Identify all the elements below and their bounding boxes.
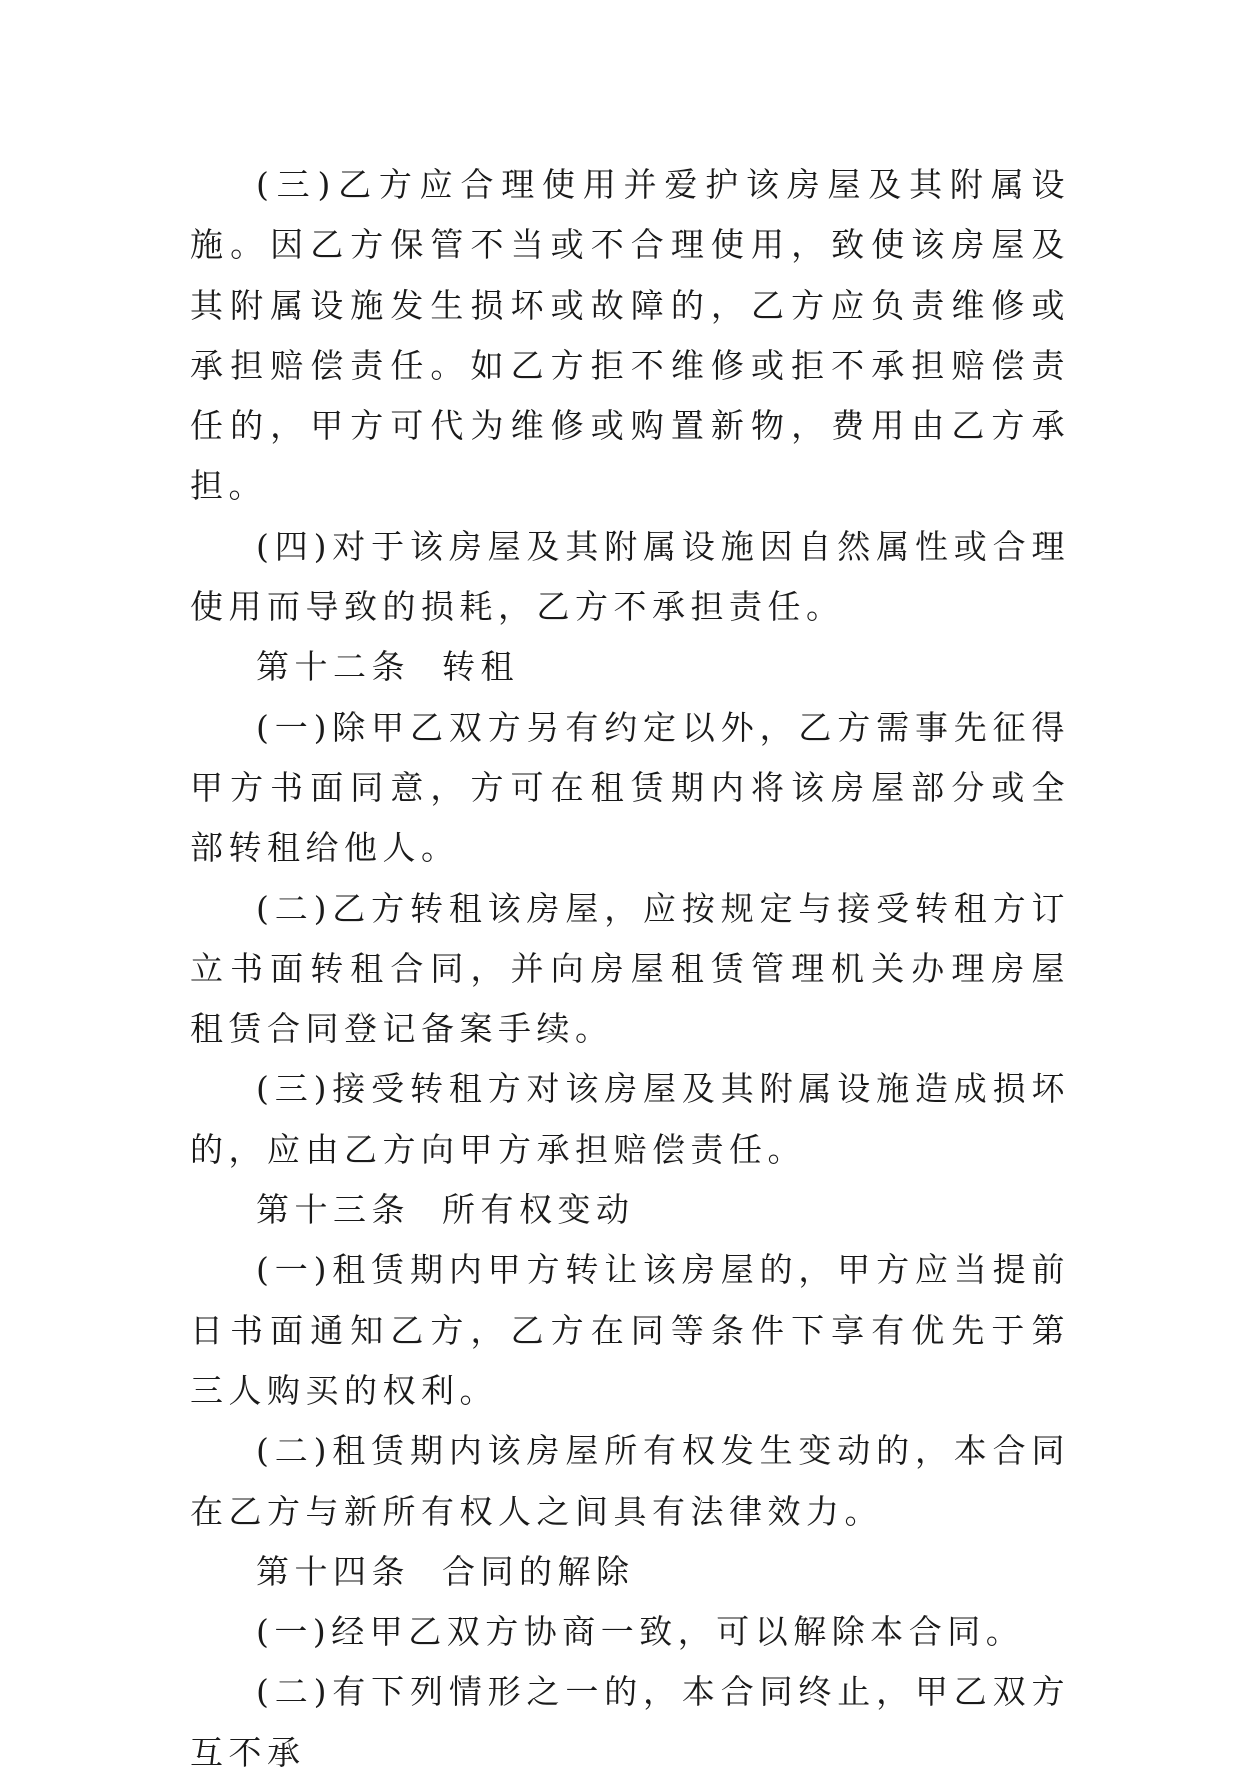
article-14-heading: 第十四条 合同的解除 bbox=[256, 1551, 635, 1591]
clause-12-item-3: (三)接受转租方对该房屋及其附属设施造成损坏的，应由乙方向甲方承担赔偿责任。 bbox=[190, 1069, 1070, 1169]
article-13-heading: 第十三条 所有权变动 bbox=[256, 1190, 635, 1230]
clause-12-item-1: (一)除甲乙双方另有约定以外，乙方需事先征得甲方书面同意，方可在租赁期内将该房屋部分或全部转租给他人。 bbox=[190, 707, 1070, 868]
clause-11-item-3: (三)乙方应合理使用并爱护该房屋及其附属设施。因乙方保管不当或不合理使用，致使该房屋及其附属设施发生损坏或故障的，乙方应负责维修或承担赔偿责任。如乙方拒不维修或拒不承担赔偿责任的，甲方可代为维修或购置新物，费用由乙方承担。 bbox=[190, 165, 1070, 506]
clause-13-item-1: (一)租赁期内甲方转让该房屋的，甲方应当提前 日书面通知乙方，乙方在同等条件下享有优先于第三人购买的权利。 bbox=[190, 1250, 1102, 1410]
clause-12-item-2: (二)乙方转租该房屋，应按规定与接受转租方订立书面转租合同，并向房屋租赁管理机关办理房屋租赁合同登记备案手续。 bbox=[190, 888, 1070, 1049]
article-12-heading: 第十二条 转租 bbox=[256, 647, 519, 687]
clause-14-item-1: (一)经甲乙双方协商一致，可以解除本合同。 bbox=[256, 1612, 1025, 1652]
contract-body bbox=[190, 155, 1102, 1783]
clause-14-item-2: (二)有下列情形之一的，本合同终止，甲乙双方互不承 bbox=[190, 1672, 1070, 1772]
clause-13-item-2: (二)租赁期内该房屋所有权发生变动的，本合同在乙方与新所有权人之间具有法律效力。 bbox=[190, 1431, 1070, 1531]
clause-11-item-4: (四)对于该房屋及其附属设施因自然属性或合理使用而导致的损耗，乙方不承担责任。 bbox=[190, 526, 1070, 627]
